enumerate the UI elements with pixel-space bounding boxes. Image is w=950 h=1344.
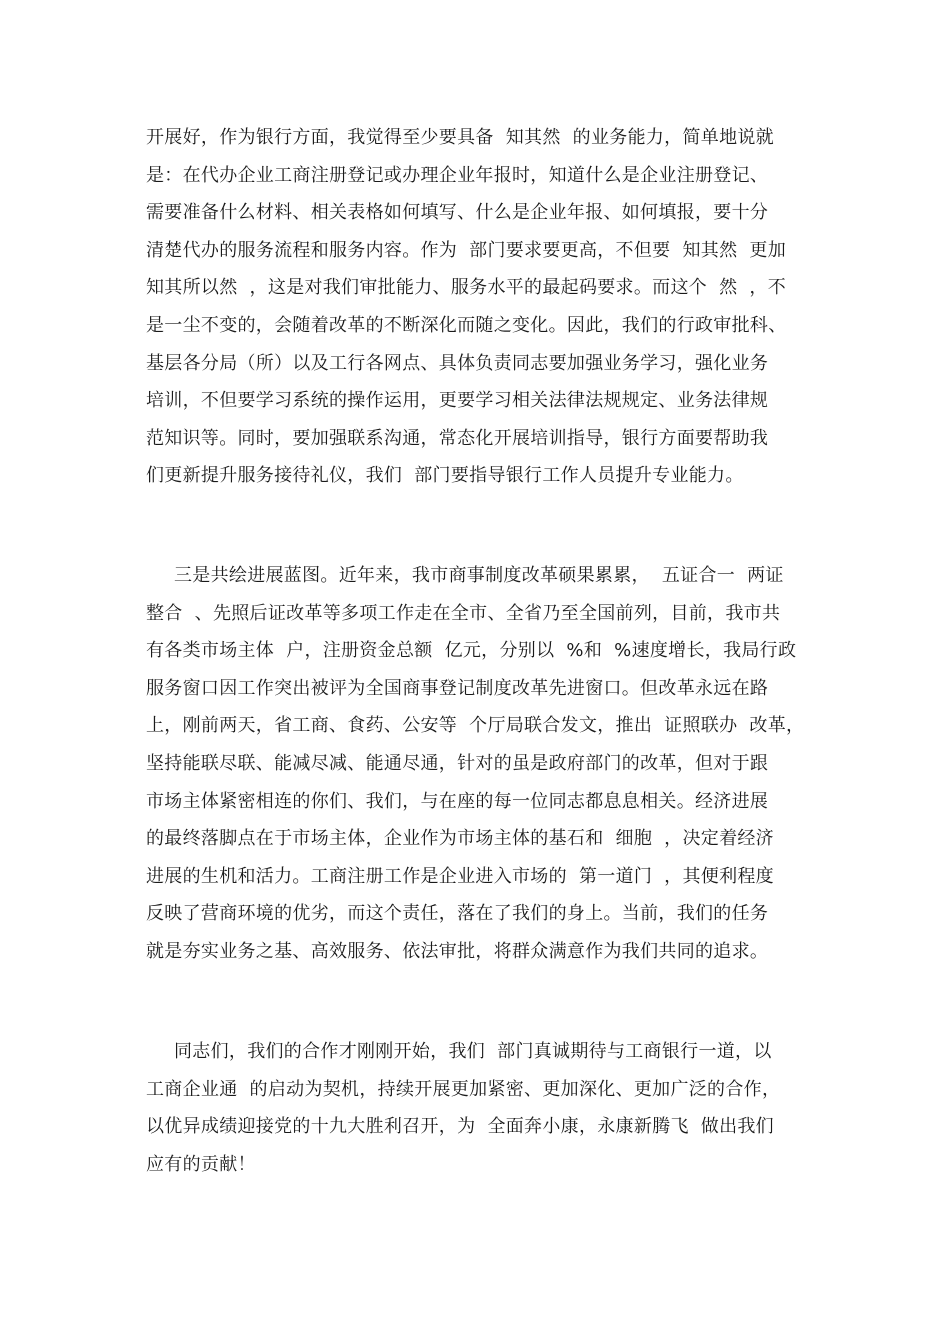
text-line: 基层各分局（所）以及工行各网点、具体负责同志要加强业务学习，强化业务 xyxy=(146,352,769,374)
text-line: 的最终落脚点在于市场主体，企业作为市场主体的基石和 细胞 ，决定着经济 xyxy=(146,828,774,850)
paragraph-development-blueprint xyxy=(146,557,826,971)
text-line: 知其所以然 ，这是对我们审批能力、服务水平的最起码要求。而这个 然 ，不 xyxy=(146,277,787,299)
text-line: 反映了营商环境的优劣，而这个责任，落在了我们的身上。当前，我们的任务 xyxy=(146,903,769,925)
text-line: 培训，不但要学习系统的操作运用，更要学习相关法律法规规定、业务法律规 xyxy=(146,390,769,412)
text-line: 进展的生机和活力。工商注册工作是企业进入市场的 第一道门 ，其便利程度 xyxy=(146,865,774,887)
text-line: 清楚代办的服务流程和服务内容。作为 部门要求要更高，不但要 知其然 更加 xyxy=(146,239,787,261)
text-line: 同志们，我们的合作才刚刚开始，我们 部门真诚期待与工商银行一道，以 xyxy=(174,1041,772,1062)
text-line: 工商企业通 的启动为契机，持续开展更加紧密、更加深化、更加广泛的合作， xyxy=(146,1078,781,1100)
text-line: 应有的贡献！ xyxy=(146,1153,256,1175)
text-line: 市场主体紧密相连的你们、我们，与在座的每一位同志都息息相关。经济进展 xyxy=(146,790,769,812)
text-line: 们更新提升服务接待礼仪，我们 部门要指导银行工作人员提升专业能力。 xyxy=(146,465,744,487)
text-line: 服务窗口因工作突出被评为全国商事登记制度改革先进窗口。但改革永远在路 xyxy=(146,677,769,699)
paragraph-service-capability xyxy=(146,119,826,495)
text-line: 是一尘不变的，会随着改革的不断深化而随之变化。因此，我们的行政审批科、 xyxy=(146,314,787,336)
text-line: 上，刚前两天，省工商、食药、公安等 个厅局联合发文，推出 证照联办 改革， xyxy=(146,715,805,737)
text-line: 坚持能联尽联、能减尽减、能通尽通，针对的虽是政府部门的改革，但对于跟 xyxy=(146,752,769,774)
text-line: 就是夯实业务之基、高效服务、依法审批，将群众满意作为我们共同的追求。 xyxy=(146,940,769,962)
paragraph-closing xyxy=(146,1033,826,1183)
text-line: 以优异成绩迎接党的十九大胜利召开，为 全面奔小康，永康新腾飞 做出我们 xyxy=(146,1116,774,1138)
text-line: 需要准备什么材料、相关表格如何填写、什么是企业年报、如何填报，要十分 xyxy=(146,202,769,224)
text-line: 开展好，作为银行方面，我觉得至少要具备 知其然 的业务能力，简单地说就 xyxy=(146,127,774,148)
text-line: 整合 、先照后证改革等多项工作走在全市、全省乃至全国前列，目前，我市共 xyxy=(146,602,781,624)
text-line: 是：在代办企业工商注册登记或办理企业年报时，知道什么是企业注册登记、 xyxy=(146,164,769,186)
text-line: 有各类市场主体 户，注册资金总额 亿元，分别以 %和 %速度增长，我局行政 xyxy=(146,640,797,662)
text-line: 范知识等。同时，要加强联系沟通，常态化开展培训指导，银行方面要帮助我 xyxy=(146,427,769,449)
text-line: 三是共绘进展蓝图。近年来，我市商事制度改革硕果累累， 五证合一 两证 xyxy=(174,565,784,586)
